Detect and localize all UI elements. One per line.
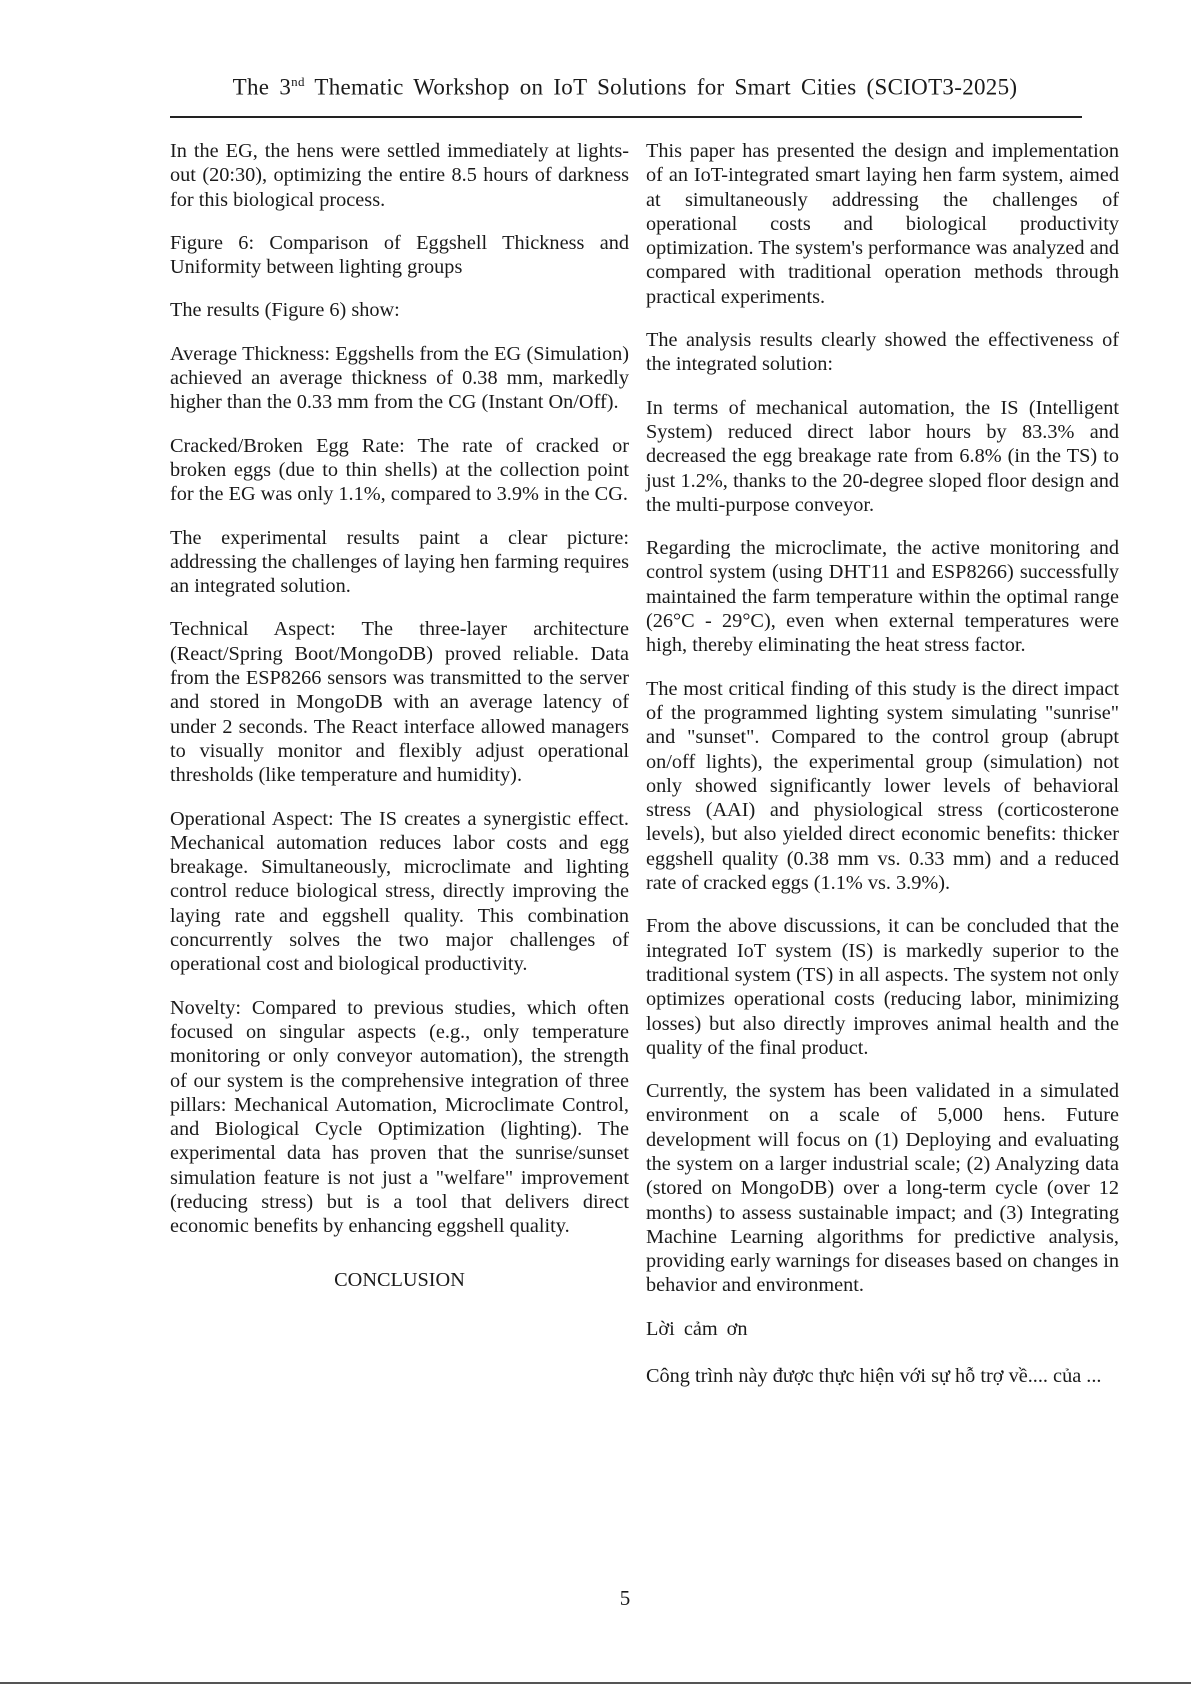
paragraph-microclimate: Regarding the microclimate, the active monitoring and control system (using DHT11 and ESP8266) successfully maintained the farm temperature within the optimal range (26°C - 29°C), even when external temperatures were high, thereby eliminating the heat stress factor. <box>646 537 1119 657</box>
header-title-prefix: The 3 <box>232 74 292 100</box>
figure-6-caption: Figure 6: Comparison of Eggshell Thickness and Uniformity between lighting groups <box>170 231 629 279</box>
paragraph-average-thickness: Average Thickness: Eggshells from the EG (Simulation) achieved an average thickness of 0.38 mm, markedly higher than the 0.33 mm from the CG (Instant On/Off). <box>170 342 629 414</box>
acknowledgement-title: Lời cảm ơn <box>646 1317 748 1340</box>
paragraph-analysis-results: The analysis results clearly showed the effectiveness of the integrated solution: <box>646 329 1119 376</box>
header-title-suffix: Thematic Workshop on IoT Solutions for Smart Cities (SCIOT3-2025) <box>304 74 1018 100</box>
left-column <box>170 139 629 1311</box>
running-header <box>170 74 1080 101</box>
paragraph-lighting-finding: The most critical finding of this study is the direct impact of the programmed lighting system simulating "sunrise" and "sunset". Compared to the control group (abrupt on/off lights), the experimental group (simulation) not only showed significantly lower levels of behavioral stress (AAI) and physiological stress (corticosterone levels), but also yielded direct economic benefits: thicker eggshell quality (0.38 mm vs. 0.33 mm) and a reduced rate of cracked eggs (1.1% vs. 3.9%). <box>646 677 1119 895</box>
paragraph-eg-lights-out: In the EG, the hens were settled immediately at lights-out (20:30), optimizing the entire 8.5 hours of darkness for this biological process. <box>170 140 629 211</box>
page-number: 5 <box>619 1586 631 1610</box>
paragraph-novelty: Novelty: Compared to previous studies, which often focused on singular aspects (e.g., only temperature monitoring or only conveyor automation), the strength of our system is the comprehensive integration of three pillars: Mechanical Automation, Microclimate Control, and Biological Cycle Optimization (lighting). The experimental data has proven that the sunrise/sunset simulation feature is not just a "welfare" improvement (reducing stress) but is a tool that delivers direct economic benefits by enhancing eggshell quality. <box>170 996 629 1238</box>
header-title-superscript: nd <box>291 74 305 89</box>
paragraph-concluding-remarks: From the above discussions, it can be concluded that the integrated IoT system (IS) is markedly superior to the traditional system (TS) in all aspects. The system not only optimizes operational costs (reducing labor, minimizing losses) but also directly improves animal health and the quality of the final product. <box>646 915 1119 1059</box>
paragraph-mechanical-automation: In terms of mechanical automation, the IS (Intelligent System) reduced direct labor hours by 83.3% and decreased the egg breakage rate from 6.8% (in the TS) to just 1.2%, thanks to the 20-degree sloped floor design and the multi-purpose conveyor. <box>646 396 1119 516</box>
paragraph-operational-aspect: Operational Aspect: The IS creates a synergistic effect. Mechanical automation reduces labor costs and egg breakage. Simultaneously, microclimate and lighting control reduce biological stress, directly improving the laying rate and eggshell quality. This combination concurrently solves the two major challenges of operational cost and biological productivity. <box>170 807 629 976</box>
paragraph-future-work: Currently, the system has been validated in a simulated environment on a scale of 5,000 hens. Future development will focus on (1) Deploying and evaluating the system on a larger industrial scale; (2) Analyzing data (stored on MongoDB) over a long-term cycle (over 12 months) to assess sustainable impact; and (3) Integrating Machine Learning algorithms for predictive analysis, providing early warnings for diseases based on changes in behavior and environment. <box>646 1080 1119 1297</box>
right-column <box>646 139 1119 1407</box>
header-divider <box>170 116 1082 118</box>
paragraph-cracked-egg-rate: Cracked/Broken Egg Rate: The rate of cracked or broken eggs (due to thin shells) at the collection point for the EG was only 1.1%, compared to 3.9% in the CG. <box>170 434 629 506</box>
paragraph-conclusion-summary: This paper has presented the design and implementation of an IoT-integrated smart laying hen farm system, aimed at simultaneously addressing the challenges of operational costs and biological productivity optimization. The system's performance was analyzed and compared with traditional operation methods through practical experiments. <box>646 140 1119 308</box>
footer-divider <box>0 1682 1191 1684</box>
acknowledgement-text: Công trình này được thực hiện với sự hỗ trợ về.... của ... <box>646 1365 1102 1388</box>
section-heading-conclusion: CONCLUSION <box>334 1268 465 1291</box>
paragraph-results-intro: The results (Figure 6) show: <box>170 299 400 322</box>
paragraph-experimental-results: The experimental results paint a clear picture: addressing the challenges of laying hen farming requires an integrated solution. <box>170 526 629 598</box>
paragraph-technical-aspect: Technical Aspect: The three-layer architecture (React/Spring Boot/MongoDB) proved reliable. Data from the ESP8266 sensors was transmitted to the server and stored in MongoDB with an average latency of under 2 seconds. The React interface allowed managers to visually monitor and flexibly adjust operational thresholds (like temperature and humidity). <box>170 618 629 787</box>
